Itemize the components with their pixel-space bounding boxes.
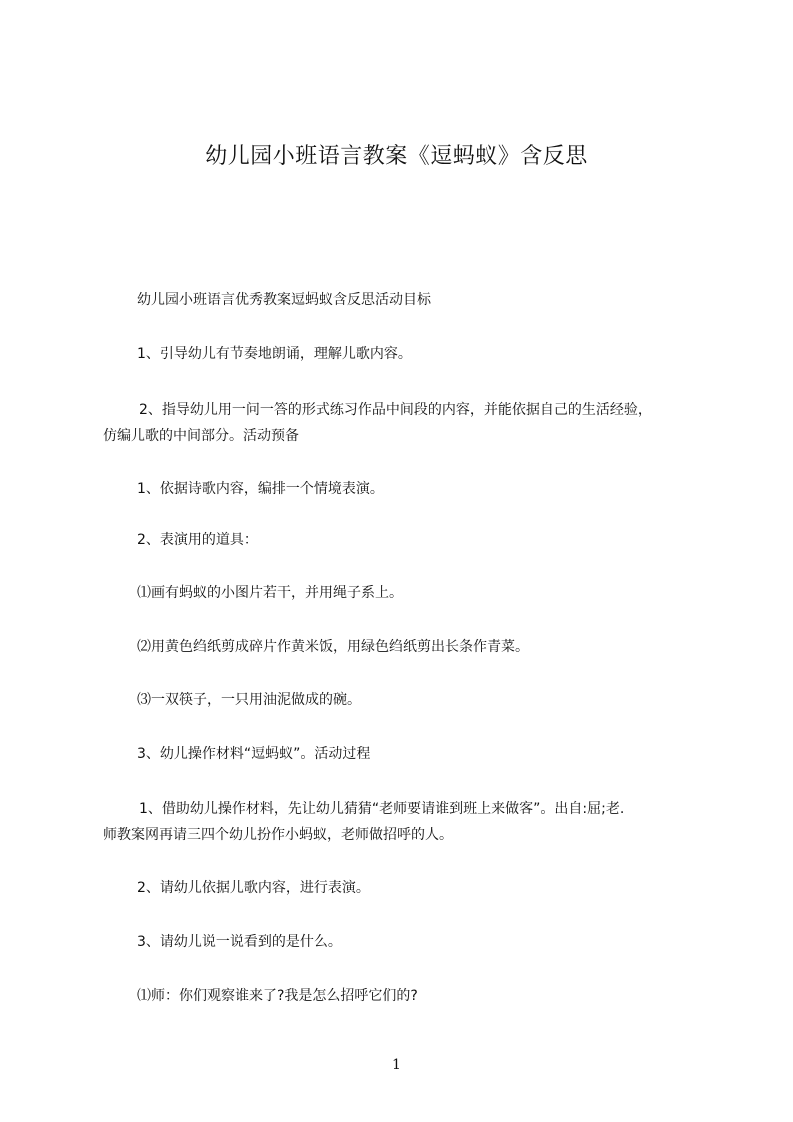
document-title: 幼儿园小班语言教案《逗蚂蚁》含反思 xyxy=(205,144,588,169)
paragraph-goal-2 xyxy=(103,397,728,449)
paragraph-prop-1: ⑴画有蚂蚁的小图片若干，并用绳子系上。 xyxy=(137,585,403,601)
page-number: 1 xyxy=(392,1057,401,1073)
paragraph-process-question: ⑴师：你们观察谁来了?我是怎么招呼它们的? xyxy=(137,988,418,1004)
paragraph-goal-2-line-2: 仿编儿歌的中间部分。活动预备 xyxy=(103,428,299,444)
paragraph-intro: 幼儿园小班语言优秀教案逗蚂蚁含反思活动目标 xyxy=(137,292,431,308)
paragraph-goal-1: 1、引导幼儿有节奏地朗诵，理解儿歌内容。 xyxy=(137,346,412,362)
paragraph-process-3: 3、请幼儿说一说看到的是什么。 xyxy=(137,934,342,950)
paragraph-prep-3: 3、幼儿操作材料“逗蚂蚁”。活动过程 xyxy=(137,746,371,762)
paragraph-goal-2-line-1: 2、指导幼儿用一问一答的形式练习作品中间段的内容，并能依据自己的生活经验， xyxy=(139,402,652,418)
paragraph-prep-1: 1、依据诗歌内容，编排一个情境表演。 xyxy=(137,481,384,497)
paragraph-process-2: 2、请幼儿依据儿歌内容，进行表演。 xyxy=(137,880,370,896)
paragraph-process-1-line-2: 师教案网再请三四个幼儿扮作小蚂蚁，老师做招呼的人。 xyxy=(103,827,453,843)
paragraph-prop-3: ⑶一双筷子，一只用油泥做成的碗。 xyxy=(137,692,361,708)
paragraph-process-1 xyxy=(103,796,728,848)
paragraph-prop-2: ⑵用黄色绉纸剪成碎片作黄米饭，用绿色绉纸剪出长条作青菜。 xyxy=(137,639,529,655)
paragraph-prep-2: 2、表演用的道具： xyxy=(137,532,258,548)
paragraph-process-1-line-1: 1、借助幼儿操作材料，先让幼儿猜猜“老师要请谁到班上来做客”。出自:屈;老. xyxy=(139,801,625,817)
